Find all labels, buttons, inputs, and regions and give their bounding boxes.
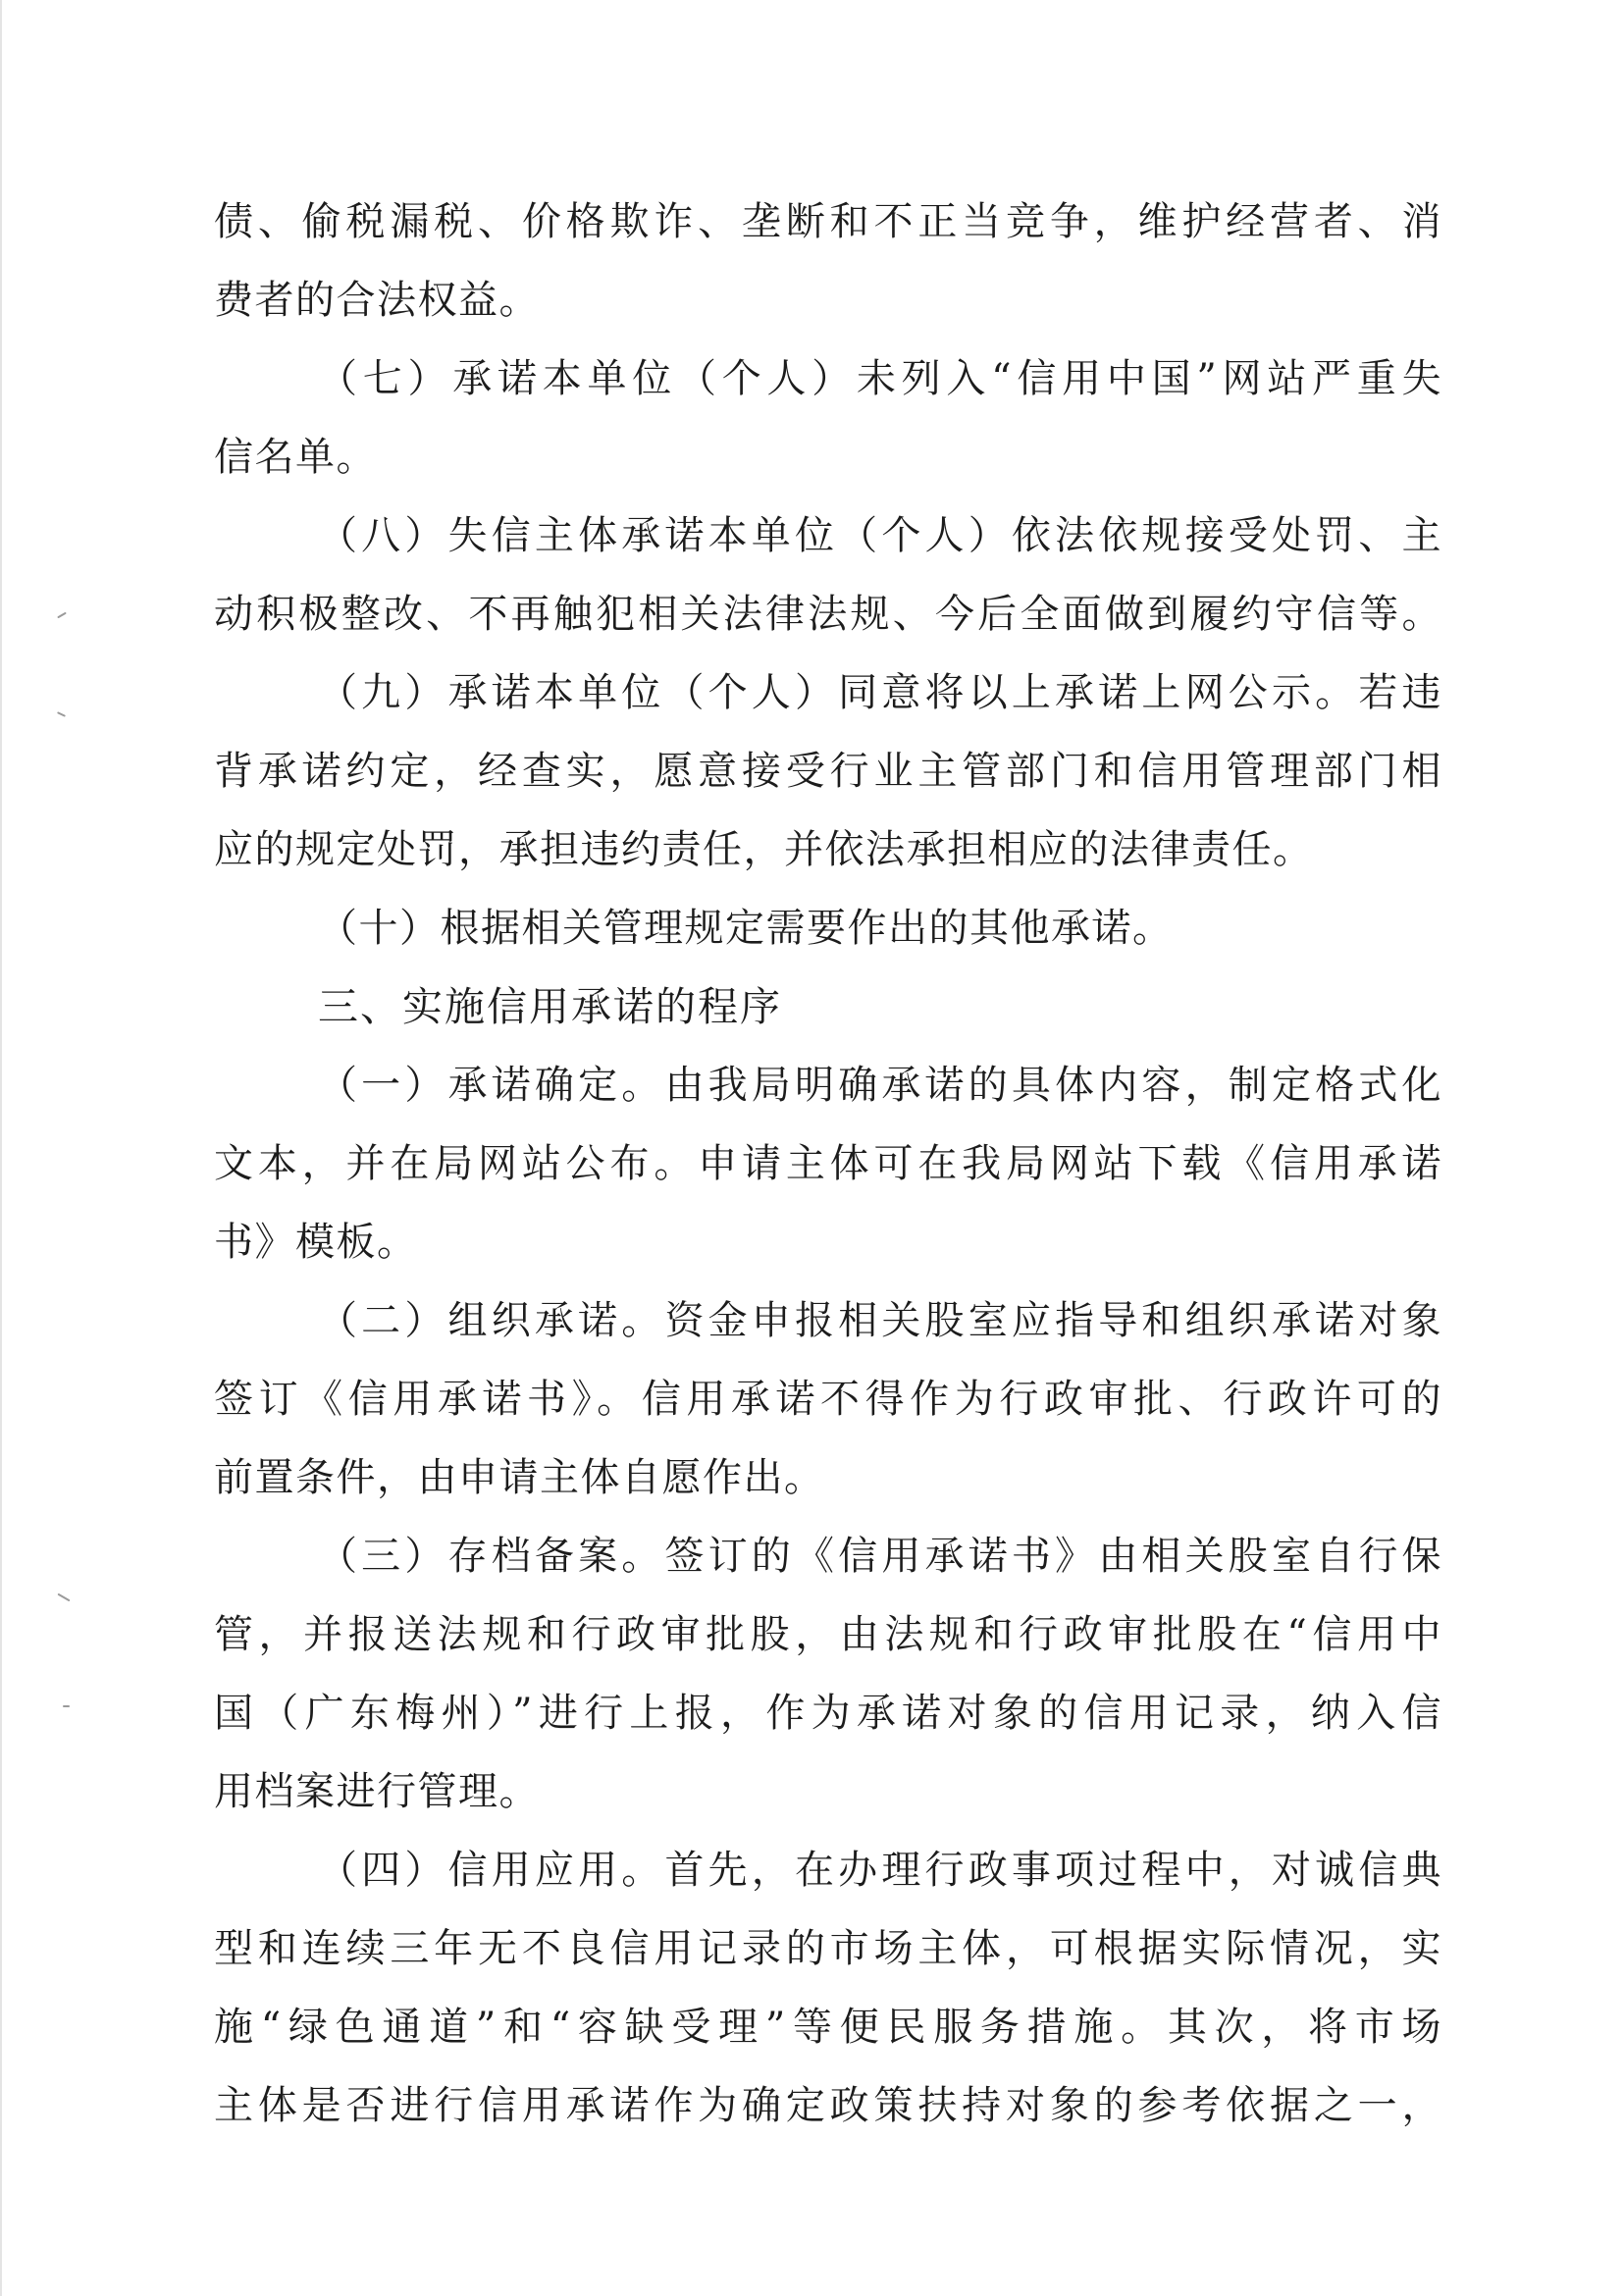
text-line: 签订《信用承诺书》。信用承诺不得作为行政审批、行政许可的 [214, 1377, 1442, 1422]
text-line: 背承诺约定，经查实，愿意接受行业主管部门和信用管理部门相 [214, 749, 1442, 794]
scan-speck [57, 1593, 70, 1602]
text-line: （四）信用应用。首先，在办理行政事项过程中，对诚信典 [318, 1848, 1442, 1893]
text-line: （八）失信主体承诺本单位（个人）依法依规接受处罚、主 [318, 513, 1442, 558]
scan-speck [57, 711, 66, 717]
text-line: 施“绿色通道”和“容缺受理”等便民服务措施。其次，将市场 [214, 2005, 1442, 2050]
text-line: 信名单。 [214, 435, 377, 480]
text-line: 用档案进行管理。 [214, 1769, 540, 1814]
text-line: （一）承诺确定。由我局明确承诺的具体内容，制定格式化 [318, 1063, 1442, 1108]
text-line: 应的规定处罚，承担违约责任，并依法承担相应的法律责任。 [214, 827, 1314, 872]
text-line: 动积极整改、不再触犯相关法律法规、今后全面做到履约守信等。 [214, 592, 1442, 637]
text-line: 债、偷税漏税、价格欺诈、垄断和不正当竞争，维护经营者、消 [214, 199, 1442, 244]
text-line: 书》模板。 [214, 1220, 418, 1265]
scan-speck [57, 612, 67, 619]
text-line: 国（广东梅州）”进行上报，作为承诺对象的信用记录，纳入信 [214, 1691, 1442, 1736]
text-line: 管，并报送法规和行政审批股，由法规和行政审批股在“信用中 [214, 1612, 1442, 1657]
text-line: （十）根据相关管理规定需要作出的其他承诺。 [318, 906, 1174, 951]
text-line: （二）组织承诺。资金申报相关股室应指导和组织承诺对象 [318, 1298, 1442, 1343]
text-line: 型和连续三年无不良信用记录的市场主体，可根据实际情况，实 [214, 1926, 1442, 1971]
text-line: （九）承诺本单位（个人）同意将以上承诺上网公示。若违 [318, 670, 1442, 715]
text-line: 前置条件，由申请主体自愿作出。 [214, 1455, 825, 1500]
text-line: （七）承诺本单位（个人）未列入“信用中国”网站严重失 [318, 356, 1442, 401]
scan-speck [63, 1705, 70, 1707]
text-line: 费者的合法权益。 [214, 278, 540, 323]
text-line: （三）存档备案。签订的《信用承诺书》由相关股室自行保 [318, 1534, 1442, 1579]
scan-edge [0, 0, 2, 2296]
text-line: 文本，并在局网站公布。申请主体可在我局网站下载《信用承诺 [214, 1141, 1442, 1186]
section-heading: 三、实施信用承诺的程序 [318, 983, 782, 1030]
text-line: 主体是否进行信用承诺作为确定政策扶持对象的参考依据之一， [214, 2083, 1442, 2128]
